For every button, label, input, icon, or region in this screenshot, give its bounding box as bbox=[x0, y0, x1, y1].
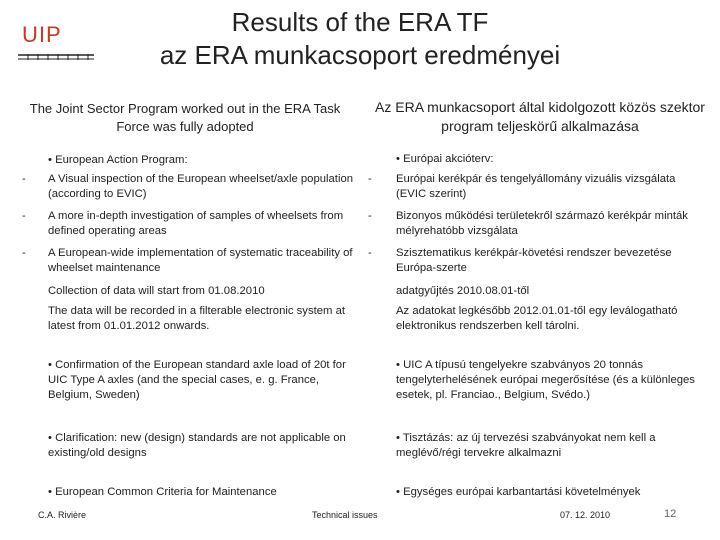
right-item-3: Szisztematikus kerékpár-követési rendszer bevezetése Európa-szerte bbox=[396, 247, 672, 274]
logo-text: UIP bbox=[22, 22, 62, 47]
right-confirmation-bold: • UIC A típusú tengelyekre szabványos 20 tonnás tengelyterhelésének európai megerősítése bbox=[396, 359, 643, 386]
footer-topic: Technical issues bbox=[312, 510, 378, 520]
left-item-1: A Visual inspection of the European wheelset/axle population (according to EVIC) bbox=[48, 173, 354, 200]
left-clarification: • Clarification: new (design) standards are not applicable on existing/old designs bbox=[48, 432, 346, 459]
right-item-2: Bizonyos működési területekről származó kerékpár minták mélyrehatóbb vizsgálata bbox=[396, 210, 688, 237]
left-dash-2: - bbox=[22, 210, 26, 222]
right-item-1: Európai kerékpár és tengelyállomány vizuális vizsgálata (EVIC szerint) bbox=[396, 173, 676, 200]
title-line-hu: az ERA munkacsoport eredményei bbox=[159, 40, 561, 70]
left-dash-1: - bbox=[22, 173, 26, 185]
right-dash-2: - bbox=[368, 210, 372, 222]
left-collection-2: The data will be recorded in a filterable electronic system at latest from 01.01.2012 onwards. bbox=[48, 305, 346, 332]
slide-title bbox=[0, 6, 720, 72]
footer-author: C.A. Rivière bbox=[38, 510, 87, 520]
title-line-en: Results of the ERA TF bbox=[231, 7, 489, 37]
right-dash-1: - bbox=[368, 173, 372, 185]
right-heading: Az ERA munkacsoport által kidolgozott közös szektor program teljeskörű alkalmazása bbox=[375, 99, 705, 134]
right-collection-2: Az adatokat legkésőbb 2012.01.01-től egy leválogatható elektronikus rendszerben kell tárolni. bbox=[396, 305, 678, 332]
left-program-title: • European Action Program: bbox=[48, 154, 188, 166]
right-confirmation-rest: (és a különleges esetek, pl. Franciao., Belgium, Svédo.) bbox=[396, 374, 695, 401]
left-heading: The Joint Sector Program worked out in the ERA Task Force was fully adopted bbox=[29, 101, 341, 134]
left-item-3: A European-wide implementation of systematic traceability of wheelset maintenance bbox=[48, 247, 353, 274]
left-criteria: • European Common Criteria for Maintenance bbox=[48, 486, 277, 498]
right-confirmation bbox=[396, 358, 696, 403]
page-number: 12 bbox=[664, 508, 677, 520]
left-collection-1: Collection of data will start from 01.08.2010 bbox=[48, 285, 265, 297]
right-dash-3: - bbox=[368, 247, 372, 259]
right-program-title: • Európai akcióterv: bbox=[396, 153, 494, 165]
left-item-2: A more in-depth investigation of samples of wheelsets from defined operating areas bbox=[48, 210, 344, 237]
left-dash-3: - bbox=[22, 247, 26, 259]
left-confirmation bbox=[48, 358, 356, 403]
left-confirmation-bold: • Confirmation of the European standard axle load of 20t for UIC Type A axles bbox=[48, 359, 346, 386]
right-collection-1: adatgyűjtés 2010.08.01-től bbox=[396, 285, 530, 297]
footer-date: 07. 12. 2010 bbox=[560, 510, 611, 520]
right-clarification: • Tisztázás: az új tervezési szabványokat nem kell a meglévő/régi tervekre alkalmazni bbox=[396, 432, 656, 459]
right-criteria: • Egységes európai karbantartási követelmények bbox=[396, 486, 641, 498]
left-confirmation-rest: (and the special cases, e. g. France, Belgium, Sweden) bbox=[48, 374, 320, 401]
